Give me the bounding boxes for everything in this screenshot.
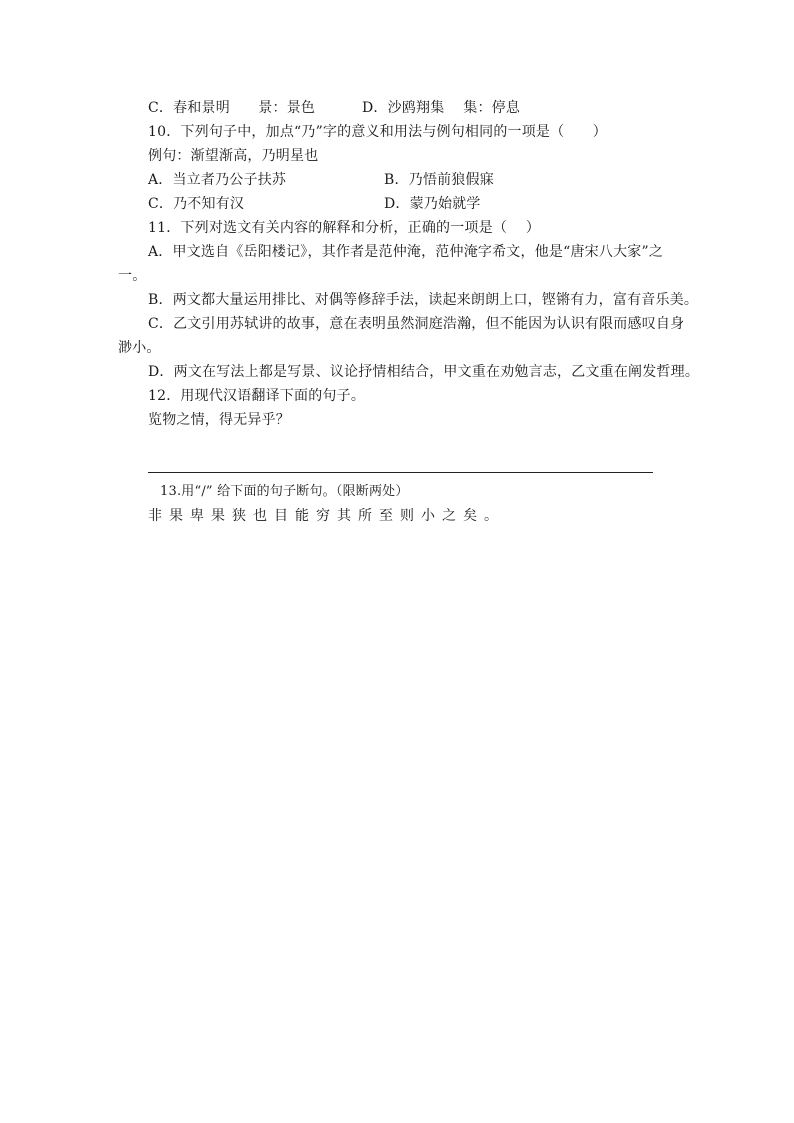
answer-line <box>148 472 653 473</box>
q9-option-d: D．沙鸥翔集 集：停息 <box>362 100 521 116</box>
q11-option-d: D．两文在写法上都是写景、议论抒情相结合，甲文重在劝勉言志，乙文重在阐发哲理。 <box>148 364 700 380</box>
question-12: 12．用现代汉语翻译下面的句子。 <box>148 388 366 404</box>
question-11: 11．下列对选文有关内容的解释和分析，正确的一项是（ ） <box>148 220 541 236</box>
q10-option-a: A．当立者乃公子扶苏 <box>148 172 287 188</box>
q11-option-a-line2: 一。 <box>118 268 147 284</box>
q10-option-d: D．蒙乃始就学 <box>384 196 481 212</box>
q11-option-c-line1: C．乙文引用苏轼讲的故事，意在表明虽然洞庭浩瀚，但不能因为认识有限而感叹自身 <box>148 316 685 332</box>
q9-option-c: C．春和景明 景：景色 <box>148 100 316 116</box>
question-12-sentence: 览物之情，得无异乎？ <box>148 412 290 428</box>
question-10: 10．下列句子中，加点“乃”字的意义和用法与例句相同的一项是（ ） <box>148 124 607 140</box>
q10-option-c: C．乃不知有汉 <box>148 196 245 212</box>
q10-option-b: B．乃悟前狼假寐 <box>384 172 494 188</box>
question-13: 13.用“/” 给下面的句子断句。（限断两处） <box>160 484 409 499</box>
q11-option-c-line2: 渺小。 <box>118 340 161 356</box>
question-13-sentence: 非果卑果狭也目能穷其所至则小之矣。 <box>148 508 505 524</box>
question-10-example: 例句：渐望渐高，乃明星也 <box>148 148 319 164</box>
q11-option-b: B．两文都大量运用排比、对偶等修辞手法，读起来朗朗上口，铿锵有力，富有音乐美。 <box>148 292 699 308</box>
q11-option-a-line1: A．甲文选自《岳阳楼记》，其作者是范仲淹，范仲淹字希文，他是“唐宋八大家”之 <box>148 244 664 260</box>
